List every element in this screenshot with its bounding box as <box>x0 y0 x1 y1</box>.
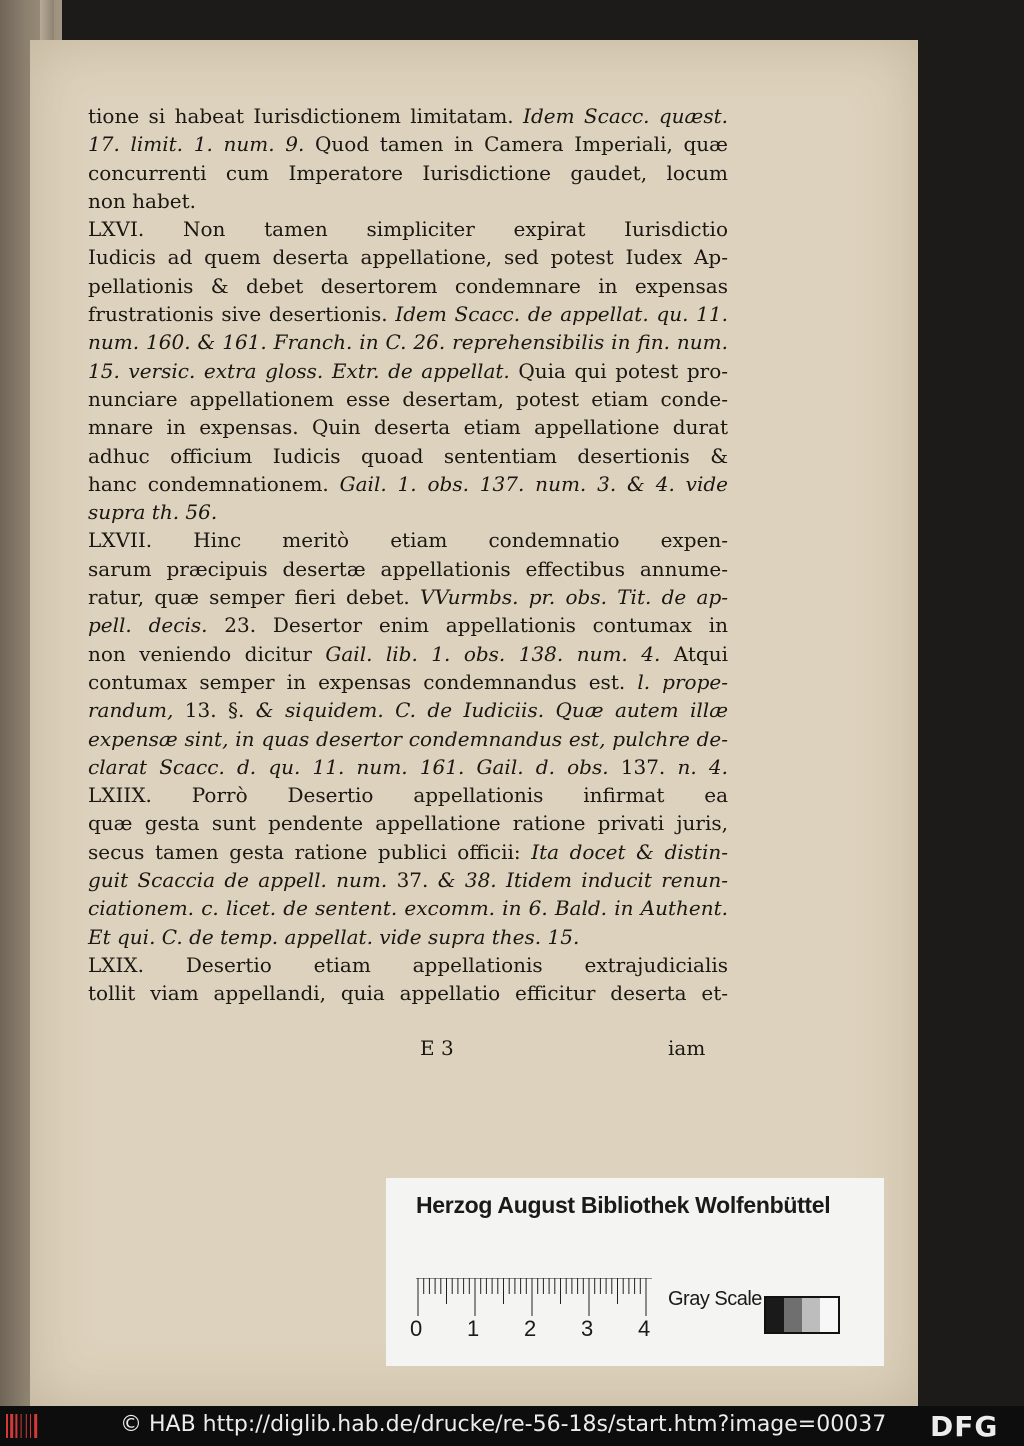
citation-text: pell. decis. <box>88 613 208 638</box>
citation-text: Idem Scacc. quæst. <box>523 104 729 128</box>
body-text: 23. Desertor enim appellationis contumax in <box>207 613 728 638</box>
body-text: LXIX. Desertio etiam appellationis extrajudicialis <box>88 952 728 977</box>
body-text: secus tamen gesta ratione publici officii: <box>88 839 532 864</box>
logo-bar <box>15 1414 17 1438</box>
text-line <box>88 385 728 413</box>
citation-text: 17. limit. 1. num. 9. <box>88 132 305 157</box>
body-text: Iudicis ad quem deserta appellatione, sed potest Iudex Ap- <box>88 245 728 270</box>
citation-text: Gail. 1. obs. 137. num. 3. & 4. vide <box>339 471 728 496</box>
body-text: 137. <box>608 754 678 779</box>
text-line <box>88 809 728 837</box>
text-line <box>88 725 728 753</box>
page-text-block <box>88 102 728 1008</box>
text-line <box>88 753 728 781</box>
body-text: 13. §. <box>173 698 256 723</box>
body-text: tione si habeat Iurisdictionem limitatam. <box>88 104 524 128</box>
body-text: Quod tamen in Camera Imperiali, quæ <box>304 132 728 157</box>
text-line <box>88 413 728 441</box>
citation-text: supra th. 56. <box>88 500 218 525</box>
citation-text: & 38. Itidem inducit renun- <box>437 868 728 893</box>
text-line <box>88 838 728 866</box>
body-text: quæ gesta sunt pendente appellatione ratione privati juris, <box>88 811 728 836</box>
text-line <box>88 102 728 130</box>
gray-swatch <box>820 1298 838 1332</box>
gray-scale-label: Gray Scale <box>668 1288 762 1310</box>
text-line <box>88 159 728 187</box>
ruler-label: 2 <box>524 1316 537 1341</box>
citation-text: num. 160. & 161. Franch. in C. 26. reprehensibilis in fin. num. <box>88 330 728 355</box>
citation-text: Ita docet & distin- <box>531 839 728 864</box>
ruler-label: 3 <box>581 1316 594 1341</box>
signature-mark: E 3 <box>420 1036 454 1060</box>
text-line <box>88 357 728 385</box>
citation-text: guit Scaccia de appell. num. <box>88 868 388 893</box>
ruler-label: 0 <box>410 1316 423 1341</box>
logo-bar <box>21 1414 22 1438</box>
ruler-scale <box>416 1278 652 1318</box>
body-text: 37. <box>387 868 438 893</box>
text-line <box>88 272 728 300</box>
body-text: Quia qui potest pro- <box>509 358 728 383</box>
citation-text: VVurmbs. pr. obs. Tit. de ap- <box>420 585 728 610</box>
text-line <box>88 300 728 328</box>
gray-swatch <box>766 1298 784 1332</box>
text-line <box>88 979 728 1007</box>
body-text: mnare in expensas. Quin deserta etiam appellatione durat <box>88 415 728 440</box>
copyright-url[interactable]: © HAB http://diglib.hab.de/drucke/re-56-18s/start.htm?image=00037 <box>120 1412 887 1437</box>
text-line <box>88 640 728 668</box>
citation-text: clarat Scacc. d. qu. 11. num. 161. Gail. d. obs. <box>88 754 609 779</box>
text-line <box>88 611 728 639</box>
body-text: hanc condemnationem. <box>88 471 340 496</box>
text-line <box>88 526 728 554</box>
text-line <box>88 130 728 158</box>
gray-swatch <box>784 1298 802 1332</box>
body-text: pellationis & debet desertorem condemnare in expensas <box>88 273 728 298</box>
body-text: tollit viam appellandi, quia appellatio efficitur deserta et- <box>88 981 728 1006</box>
citation-text: Gail. lib. 1. obs. 138. num. 4. <box>325 641 661 666</box>
body-text: concurrenti cum Imperatore Iurisdictione gaudet, locum <box>88 160 728 185</box>
text-line <box>88 187 728 215</box>
catchword: iam <box>668 1036 706 1060</box>
text-line <box>88 442 728 470</box>
logo-bar <box>6 1414 8 1438</box>
text-line <box>88 328 728 356</box>
citation-text: expensæ sint, in quas desertor condemnandus est, pulchre de- <box>88 726 728 751</box>
text-line <box>88 951 728 979</box>
text-line <box>88 894 728 922</box>
text-line <box>88 781 728 809</box>
text-line <box>88 470 728 498</box>
text-line <box>88 866 728 894</box>
citation-text: ciationem. c. licet. de sentent. excomm. in 6. Bald. in Authent. <box>88 896 728 921</box>
citation-text: & siquidem. C. de Iudiciis. Quæ autem illæ <box>255 698 728 723</box>
body-text: frustrationis sive desertionis. <box>88 302 396 327</box>
citation-text: Idem Scacc. de appellat. qu. 11. <box>395 302 728 327</box>
text-line <box>88 696 728 724</box>
gray-scale-swatches <box>764 1296 840 1334</box>
ruler-label: 1 <box>467 1316 480 1341</box>
text-line <box>88 215 728 243</box>
dfg-logo: DFG <box>930 1410 999 1443</box>
body-text: nunciare appellationem esse desertam, potest etiam conde- <box>88 386 728 411</box>
body-text: sarum præcipuis desertæ appellationis effectibus annume- <box>88 556 728 581</box>
logo-bar <box>26 1414 27 1438</box>
body-text: adhuc officium Iudicis quoad sententiam desertionis & <box>88 443 728 468</box>
gray-swatch <box>802 1298 820 1332</box>
text-line <box>88 555 728 583</box>
viewer-footer <box>0 1406 1024 1446</box>
text-line <box>88 668 728 696</box>
citation-text: Et qui. C. de temp. appellat. vide supra thes. 15. <box>88 924 580 949</box>
body-text: LXVII. Hinc meritò etiam condemnatio expen- <box>88 528 728 553</box>
body-text: non habet. <box>88 188 196 213</box>
ruler-label: 4 <box>638 1316 651 1341</box>
color-calibration-card <box>386 1178 884 1366</box>
body-text: non veniendo dicitur <box>88 641 326 666</box>
logo-bar <box>30 1414 31 1438</box>
logo-bar <box>10 1414 13 1438</box>
body-text: LXVI. Non tamen simpliciter expirat Iurisdictio <box>88 217 728 242</box>
citation-text: 15. versic. extra gloss. Extr. de appellat. <box>88 358 510 383</box>
ruler-labels <box>410 1316 670 1346</box>
body-text: LXIIX. Porrò Desertio appellationis infirmat ea <box>88 783 728 808</box>
citation-text: randum, <box>88 698 174 723</box>
text-line <box>88 923 728 951</box>
library-name: Herzog August Bibliothek Wolfenbüttel <box>416 1192 831 1218</box>
text-line <box>88 498 728 526</box>
citation-text: n. 4. <box>677 754 728 779</box>
text-line <box>88 583 728 611</box>
citation-text: l. prope- <box>637 669 728 694</box>
hab-logo-icon <box>6 1412 46 1440</box>
body-text: contumax semper in expensas condemnandus est. <box>88 669 638 694</box>
body-text: ratur, quæ semper fieri debet. <box>88 585 420 610</box>
text-line <box>88 243 728 271</box>
logo-bar <box>34 1414 37 1438</box>
body-text: Atqui <box>660 641 728 666</box>
